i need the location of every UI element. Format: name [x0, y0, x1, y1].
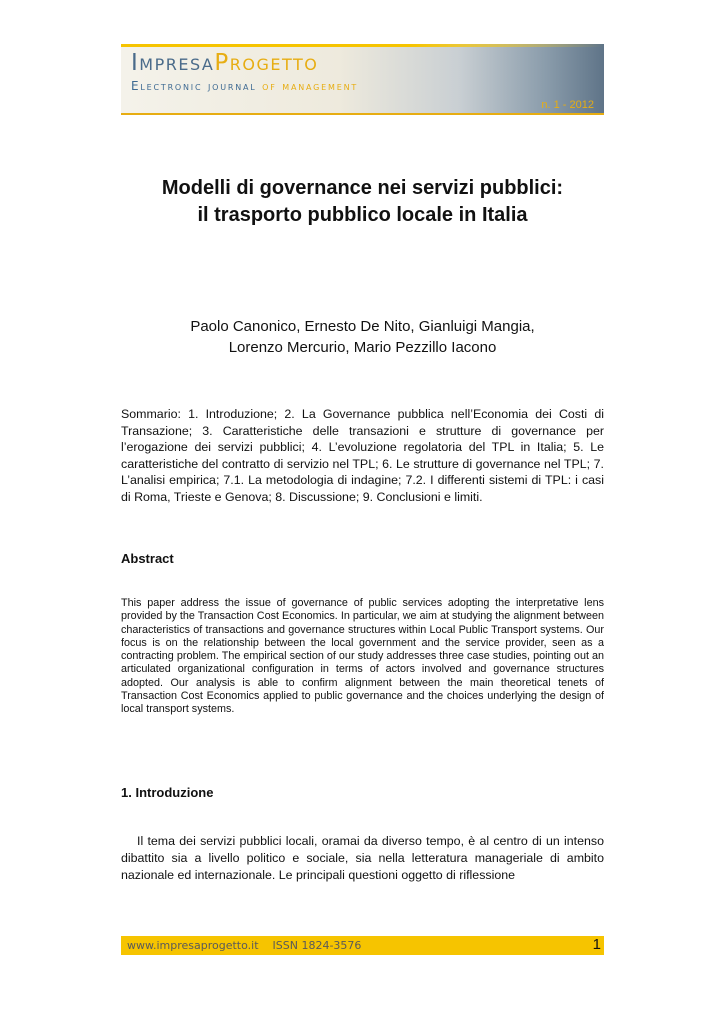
footer-info	[127, 939, 361, 952]
paper-title-line-1: Modelli di governance nei servizi pubblici:	[161, 177, 564, 199]
paper-title-line-2: il trasporto pubblico locale in Italia	[197, 204, 528, 226]
table-of-contents-summary: Sommario: 1. Introduzione; 2. La Governance pubblica nell’Economia dei Costi di Transazione; 3. Caratteristiche delle transazioni e strutture di governance per l’erogazione dei servizi pubblici; 4. L’evoluzione regolatoria del TPL in Italia; 5. Le caratteristiche del contratto di servizio nel TPL; 6. Le strutture di governance nel TPL; 7. L’analisi empirica; 7.1. La metodologia di indagine; 7.2. I differenti sistemi di TPL: i casi di Roma, Trieste e Genova; 8. Discussione; 9. Conclusioni e limiti.	[121, 407, 604, 504]
logo-part-impresa: Impresa	[131, 50, 215, 76]
abstract-text: This paper address the issue of governance of public services adopting the interpretative lens provided by the Transaction Cost Economics. In particular, we aim at studying the alignment between characteristics of transactions and governance structures within Local Public Transport systems. Our focus is on the relationship between the local government and the service provider, seen as a contracting problem. The empirical section of our study addresses three case studies, pointing out an articulated organizational configuration in terms of actors involved and governance structures adopted. Our analysis is able to confirm alignment between the main theoretical tenets of Transaction Cost Economics applied to public governance and the choices underlying the design of local transport systems.	[121, 597, 604, 716]
logo-part-progetto: Progetto	[214, 50, 319, 76]
paper-title	[121, 175, 604, 229]
subtitle-part-1: Electronic journal	[131, 79, 263, 93]
page-number: 1	[592, 936, 601, 953]
author-line-2: Lorenzo Mercurio, Mario Pezzillo Iacono	[228, 339, 497, 356]
journal-header-banner	[121, 44, 604, 115]
intro-heading: 1. Introduzione	[121, 785, 214, 800]
author-line-1: Paolo Canonico, Ernesto De Nito, Gianluigi Mangia,	[190, 318, 535, 335]
banner-bottom-rule	[121, 113, 604, 115]
footer-issn: ISSN 1824-3576	[272, 939, 362, 952]
intro-paragraph: Il tema dei servizi pubblici locali, oramai da diverso tempo, è al centro di un intenso dibattito sia a livello politico e sociale, sia nella letteratura manageriale di ambito nazionale ed internazionale. Le principali questioni oggetto di riflessione	[121, 834, 604, 883]
page-footer	[121, 936, 604, 955]
issue-number: n. 1 - 2012	[541, 99, 594, 111]
footer-website: www.impresaprogetto.it	[127, 939, 259, 952]
journal-logo	[131, 50, 318, 76]
journal-subtitle	[131, 79, 358, 93]
abstract-heading: Abstract	[121, 551, 174, 566]
banner-accent-stripe	[121, 44, 604, 47]
subtitle-part-2: of management	[262, 79, 359, 93]
author-list	[121, 316, 604, 358]
